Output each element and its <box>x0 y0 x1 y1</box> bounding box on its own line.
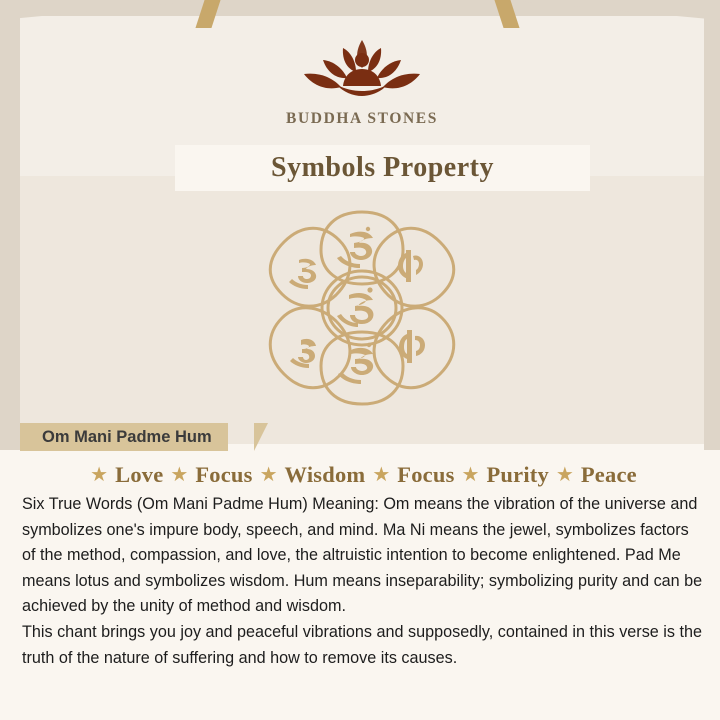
keyword-row <box>0 462 720 488</box>
title-band <box>175 145 590 191</box>
page-title: Symbols Property <box>271 152 494 183</box>
star-icon: ★ <box>461 464 480 486</box>
keyword-focus-2: Focus <box>397 462 455 487</box>
mantra-tag-label: Om Mani Padme Hum <box>42 427 212 446</box>
corner-bevel-right <box>505 0 720 20</box>
om-mani-padme-hum-mandala-icon <box>237 198 487 418</box>
body-text <box>22 492 704 671</box>
mantra-tag <box>20 423 228 451</box>
brand-name: BUDDHA STONES <box>286 110 438 127</box>
frame-right <box>704 0 720 450</box>
star-icon: ★ <box>90 464 109 486</box>
mantra-tag-corner <box>254 423 268 451</box>
keyword-purity: Purity <box>486 462 549 487</box>
star-icon: ★ <box>170 464 189 486</box>
mandala-illustration <box>20 198 704 423</box>
body-paragraph-2: This chant brings you joy and peaceful vibrations and supposedly, contained in this verse is the truth of the nature of suffering and how to remove its causes. <box>22 622 702 667</box>
keyword-focus-1: Focus <box>195 462 253 487</box>
frame-left <box>0 0 20 450</box>
keyword-peace: Peace <box>580 462 637 487</box>
star-icon: ★ <box>372 464 391 486</box>
brand-logo <box>20 36 704 128</box>
corner-bevel-left <box>0 0 210 20</box>
keyword-wisdom: Wisdom <box>284 462 366 487</box>
star-icon: ★ <box>259 464 278 486</box>
keyword-love: Love <box>115 462 164 487</box>
star-icon: ★ <box>555 464 574 486</box>
body-paragraph-1: Six True Words (Om Mani Padme Hum) Meaning: Om means the vibration of the universe and symbolizes one's impure body, speech, and mind. Ma Ni means the jewel, symbolizes factors of the method, compassion, and love, the altruistic intention to become enlightened. Pad Me means lotus and symbolizes wisdom. Hum means inseparability; symbolizing purity and can be achieved by the unity of method and wisdom. <box>22 495 703 616</box>
lotus-meditation-figure-icon <box>287 36 437 106</box>
